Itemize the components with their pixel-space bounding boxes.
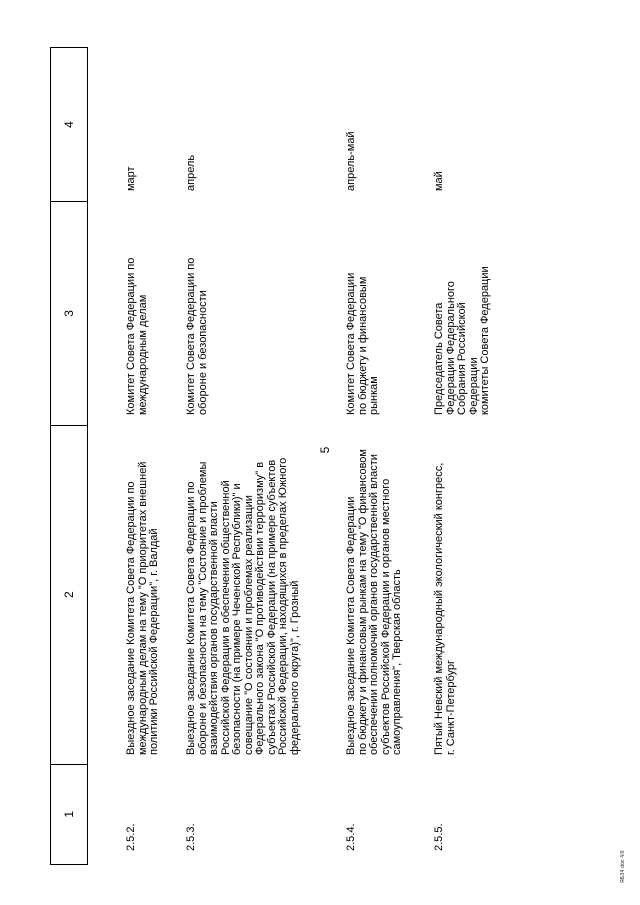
- table-row: [126, 47, 161, 865]
- row-date: апрель: [185, 154, 197, 191]
- page-number: 5: [318, 446, 332, 454]
- row-date: март: [125, 166, 137, 191]
- row-responsible: Комитет Совета Федерации по обороне и безопасности: [185, 257, 209, 415]
- row-number: 2.5.4.: [345, 823, 357, 851]
- row-date: апрель-май: [345, 131, 357, 191]
- row-number: 2.5.2.: [125, 823, 137, 851]
- table-row: [186, 47, 301, 865]
- header-col-4: 4: [51, 47, 87, 201]
- row-event: Выездное заседание Комитета Совета Федерации по международным делам на тему "О приоритетах внешней политики Российской Федерации", г. Валдай: [125, 461, 160, 755]
- table-row: [434, 47, 492, 865]
- header-col-3: 3: [51, 201, 87, 425]
- row-event: Пятый Невский международный экологический конгресс, г. Санкт-Петербург: [433, 462, 457, 755]
- row-number: 2.5.3.: [185, 823, 197, 851]
- row-date: май: [433, 171, 445, 191]
- row-event: Выездное заседание Комитета Совета Федерации по обороне и безопасности на тему "Состояние и проблемы взаимодействия органов государственной власти Российской Федерации в обеспечении общественной безопасности (на примере Чеченской Республики)" и совещание "О состоянии и проблемах реализации Федерального закона "О противодействии терроризму" в субъектах Российской Федерации (на примере субъектов Российской Федерации, находящихся в пределах Южного федерального округа)", г. Грозный: [185, 457, 301, 755]
- row-number: 2.5.5.: [433, 823, 445, 851]
- row-event: Выездное заседание Комитета Совета Федерации по бюджету и финансовым рынкам на тему "О финансовом обеспечении полномочий органов государственной власти субъектов Российской Федерации и органов местного самоуправления", Тверская область: [345, 449, 403, 755]
- table-header: [50, 47, 88, 865]
- header-col-1: 1: [51, 764, 87, 865]
- row-responsible: Комитет Совета Федерации по бюджету и финансовым рынкам: [345, 272, 380, 415]
- document-code: ЯБЗ4.doc 4/6: [620, 850, 626, 883]
- header-col-2: 2: [51, 425, 87, 764]
- row-responsible: Комитет Совета Федерации по международным делам: [125, 257, 149, 415]
- table-row: [346, 47, 404, 865]
- row-responsible: Председатель Совета Федерации Федерального Собрания Российской Федерации комитеты Совета Федерации: [433, 266, 491, 415]
